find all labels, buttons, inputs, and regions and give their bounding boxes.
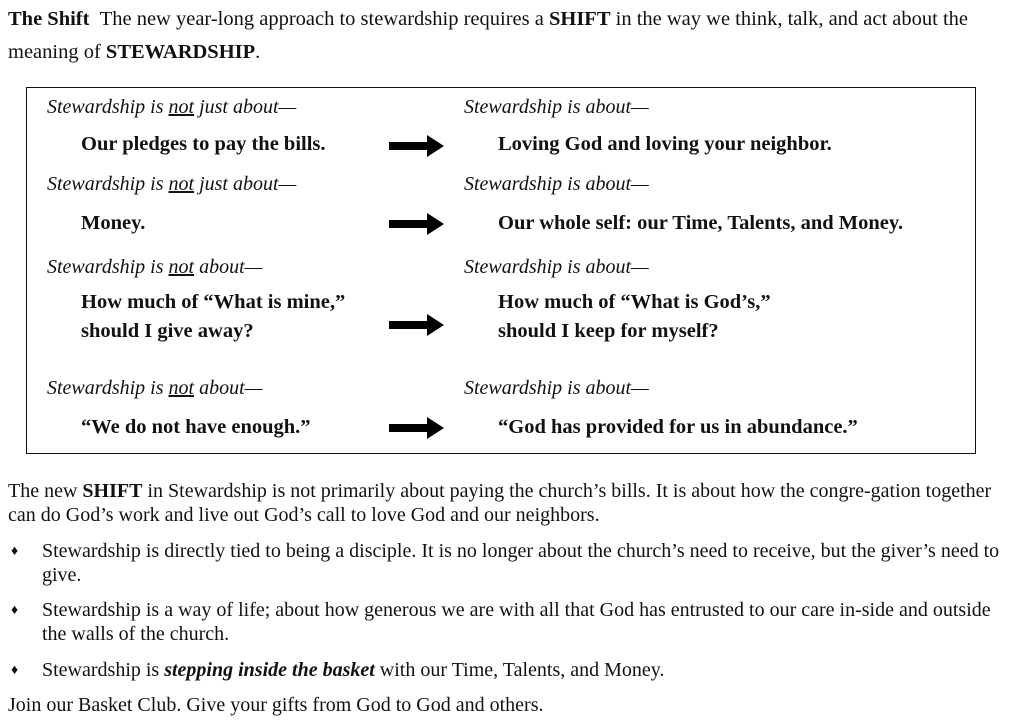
row3-left-statement-line1: How much of “What is mine,”	[81, 291, 346, 313]
row1-left-statement: Our pledges to pay the bills.	[81, 133, 326, 155]
row1-right-label: Stewardship is about—	[464, 96, 649, 118]
bullet-text: Stewardship is a way of life; about how generous we are with all that God has entrusted to our care in-side and outside the walls of the church.	[42, 599, 991, 645]
comparison-box	[26, 87, 976, 454]
diamond-bullet-icon: ♦	[11, 603, 19, 618]
heading-title: The Shift	[8, 8, 90, 30]
arrow-right-icon	[389, 313, 445, 337]
intro-stewardship: STEWARDSHIP	[105, 41, 256, 63]
intro-end: .	[255, 41, 261, 63]
row2-left-label: Stewardship is not just about—	[47, 173, 297, 195]
arrow-right-icon	[389, 416, 445, 440]
row3-right-label: Stewardship is about—	[464, 256, 649, 278]
closing-line: Join our Basket Club. Give your gifts from God to God and others.	[8, 694, 544, 716]
row3-left-label: Stewardship is not about—	[47, 256, 263, 278]
bullet-text: Stewardship is stepping inside the basket with our Time, Talents, and Money.	[42, 659, 665, 681]
row2-right-statement: Our whole self: our Time, Talents, and Money.	[498, 212, 904, 234]
intro-shift: SHIFT	[548, 8, 611, 30]
body-shift: SHIFT	[82, 480, 143, 502]
intro-paragraph	[8, 3, 1008, 69]
diamond-bullet-icon: ♦	[11, 663, 19, 678]
bullet-emphasis: stepping inside the basket	[164, 659, 375, 681]
body-paragraph: The new SHIFT in Stewardship is not primarily about paying the church’s bills. It is about how the congre-gation together can do God’s work and live out God’s call to love God and our neighbors.	[8, 480, 992, 526]
row4-left-statement: “We do not have enough.”	[81, 416, 311, 438]
row1-left-label: Stewardship is not just about—	[47, 96, 297, 118]
row2-left-statement: Money.	[81, 212, 146, 234]
row2-right-label: Stewardship is about—	[464, 173, 649, 195]
intro-text-1: The new year-long approach to stewardship requires a	[99, 8, 549, 30]
arrow-right-icon	[389, 212, 445, 236]
row3-right-statement-line2: should I keep for myself?	[498, 320, 719, 342]
bullet-text: Stewardship is directly tied to being a disciple. It is no longer about the church’s need to receive, but the giver’s need to give.	[42, 540, 1000, 586]
row3-left-statement-line2: should I give away?	[81, 320, 254, 342]
row4-right-statement: “God has provided for us in abundance.”	[498, 416, 858, 438]
row4-right-label: Stewardship is about—	[464, 377, 649, 399]
row1-right-statement: Loving God and loving your neighbor.	[498, 133, 832, 155]
arrow-right-icon	[389, 134, 445, 158]
diamond-bullet-icon: ♦	[11, 544, 19, 559]
row3-right-statement-line1: How much of “What is God’s,”	[498, 291, 771, 313]
row4-left-label: Stewardship is not about—	[47, 377, 263, 399]
intro-text-2: in the way we think, talk, and act about the meaning of	[8, 8, 969, 63]
